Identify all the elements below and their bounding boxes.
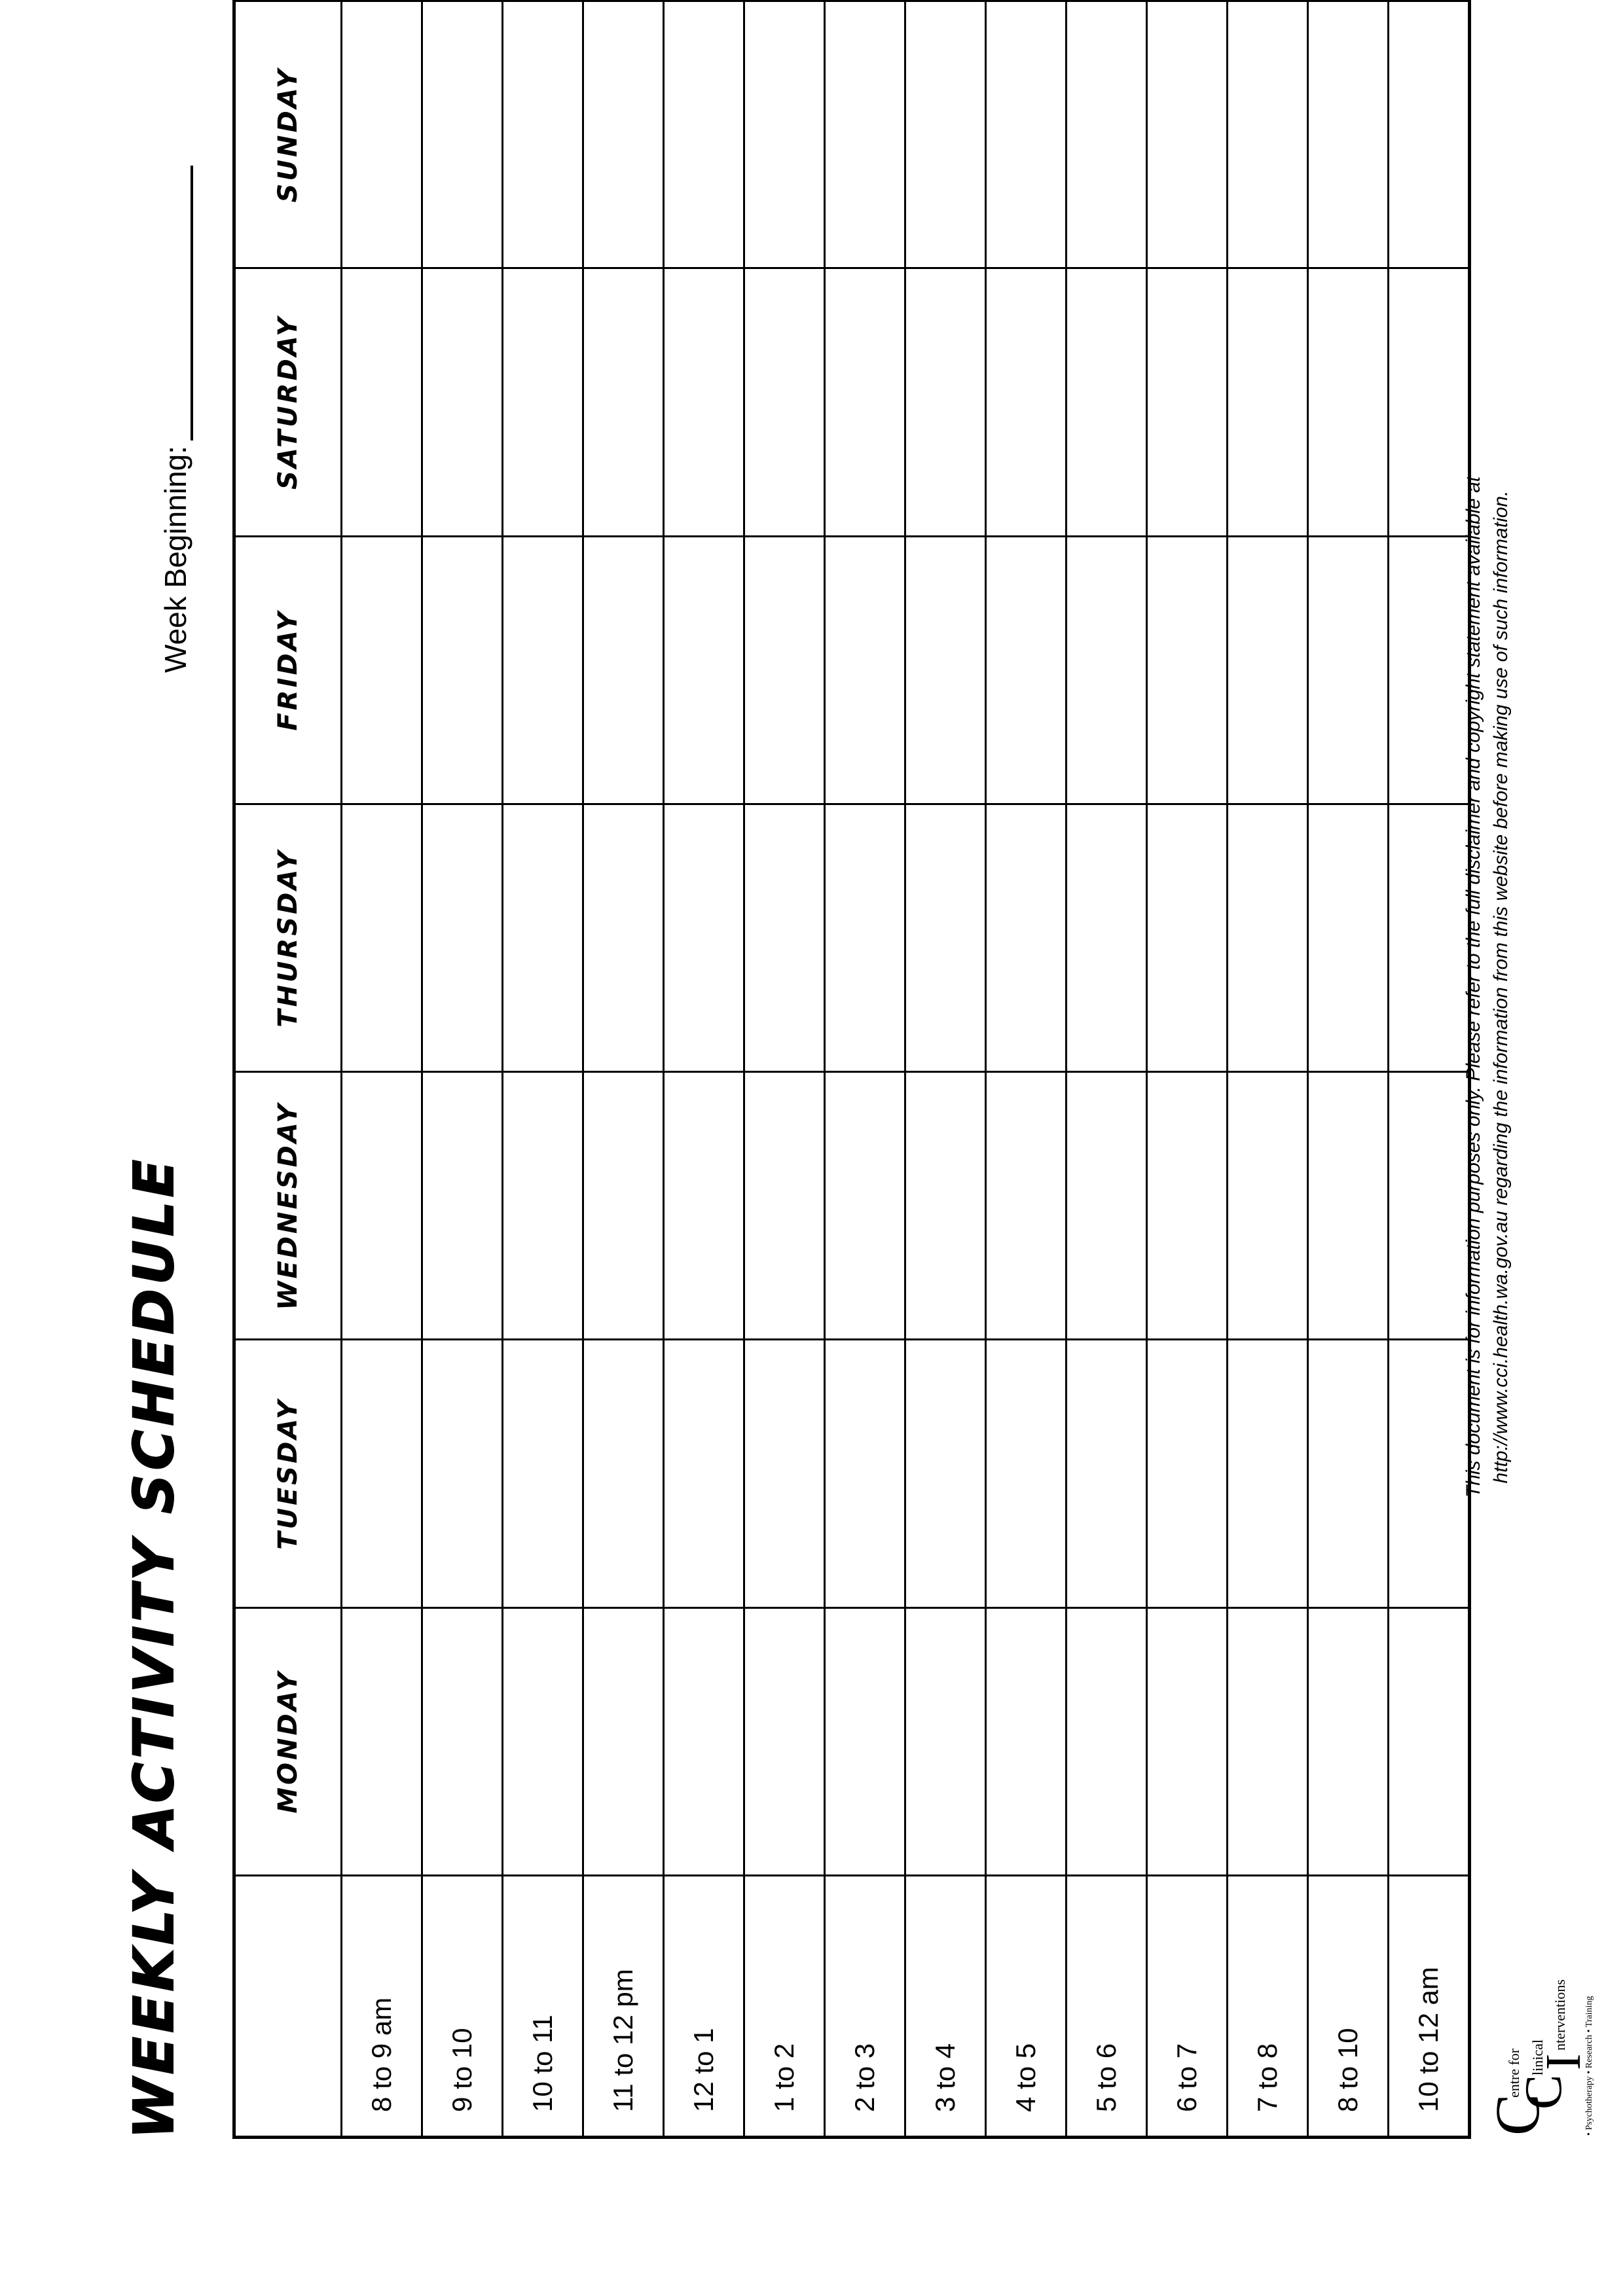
schedule-cell[interactable] [1308, 1607, 1389, 1875]
schedule-cell[interactable] [1067, 1607, 1147, 1875]
schedule-cell[interactable] [1389, 536, 1470, 804]
schedule-cell[interactable] [422, 1340, 503, 1607]
schedule-cell[interactable] [905, 1340, 986, 1607]
day-header: THURSDAY [234, 804, 342, 1071]
logo-tagline: • Psychotherapy • Research • Training [1584, 1996, 1594, 2136]
table-row [1308, 1, 1389, 2138]
disclaimer [1460, 332, 1532, 1641]
corner-cell [234, 1876, 342, 2138]
schedule-cell[interactable] [905, 268, 986, 536]
schedule-cell[interactable] [342, 804, 422, 1071]
schedule-cell[interactable] [583, 1072, 664, 1340]
schedule-cell[interactable] [1308, 1072, 1389, 1340]
disclaimer-line-1: This document is for information purposes only. Please refer to the full disclaimer and copyright statement available at [1463, 476, 1484, 1498]
time-slot: 3 to 4 [905, 1876, 986, 2138]
schedule-cell[interactable] [1389, 268, 1470, 536]
schedule-cell[interactable] [744, 536, 825, 804]
schedule-cell[interactable] [986, 1340, 1067, 1607]
time-slot: 10 to 12 am [1389, 1876, 1470, 2138]
time-slot: 10 to 11 [503, 1876, 583, 2138]
schedule-cell[interactable] [1228, 536, 1308, 804]
schedule-cell[interactable] [503, 1072, 583, 1340]
logo-text-nterventions: nterventions [1552, 1979, 1568, 2051]
schedule-cell[interactable] [1228, 1, 1308, 268]
time-slot: 9 to 10 [422, 1876, 503, 2138]
disclaimer-line-2: http://www.cci.health.wa.gov.au regarding the information from this website before making use of such information. [1490, 490, 1512, 1484]
time-slot: 8 to 9 am [342, 1876, 422, 2138]
logo-letter-c1: C [1482, 2093, 1552, 2136]
time-slot: 5 to 6 [1067, 1876, 1147, 2138]
cci-logo [1482, 1926, 1604, 2136]
schedule-cell[interactable] [1308, 1, 1389, 268]
schedule-cell[interactable] [1389, 1072, 1470, 1340]
schedule-cell[interactable] [1067, 1072, 1147, 1340]
schedule-cell[interactable] [744, 1340, 825, 1607]
schedule-cell[interactable] [1147, 536, 1228, 804]
schedule-cell[interactable] [905, 804, 986, 1071]
schedule-table [232, 0, 1471, 2139]
schedule-cell[interactable] [825, 804, 905, 1071]
schedule-cell[interactable] [583, 804, 664, 1071]
table-row [503, 1, 583, 2138]
schedule-cell[interactable] [1067, 536, 1147, 804]
schedule-cell[interactable] [825, 268, 905, 536]
table-row [986, 1, 1067, 2138]
schedule-cell[interactable] [503, 804, 583, 1071]
schedule-cell[interactable] [1067, 804, 1147, 1071]
schedule-cell[interactable] [825, 1607, 905, 1875]
header-row [234, 1, 342, 2138]
schedule-cell[interactable] [342, 536, 422, 804]
schedule-cell[interactable] [744, 1607, 825, 1875]
table-row [664, 1, 744, 2138]
schedule-cell[interactable] [503, 1340, 583, 1607]
schedule-cell[interactable] [1067, 268, 1147, 536]
schedule-cell[interactable] [583, 268, 664, 536]
week-beginning [128, 5, 193, 673]
schedule-cell[interactable] [583, 1340, 664, 1607]
week-beginning-blank[interactable] [151, 166, 193, 440]
time-slot: 4 to 5 [986, 1876, 1067, 2138]
table-row [342, 1, 422, 2138]
day-header: FRIDAY [234, 536, 342, 804]
schedule-cell[interactable] [986, 1072, 1067, 1340]
schedule-cell[interactable] [342, 1607, 422, 1875]
schedule-cell[interactable] [744, 268, 825, 536]
schedule-cell[interactable] [825, 1072, 905, 1340]
schedule-cell[interactable] [422, 536, 503, 804]
schedule-cell[interactable] [986, 536, 1067, 804]
time-slot: 11 to 12 pm [583, 1876, 664, 2138]
schedule-cell[interactable] [664, 268, 744, 536]
schedule-cell[interactable] [986, 1, 1067, 268]
schedule-cell[interactable] [422, 1607, 503, 1875]
schedule-cell[interactable] [583, 1, 664, 268]
page-title: WEEKLY ACTIVITY SCHEDULE [122, 1156, 186, 2139]
schedule-cell[interactable] [1389, 1, 1470, 268]
schedule-cell[interactable] [1308, 268, 1389, 536]
schedule-cell[interactable] [1228, 804, 1308, 1071]
time-slot: 6 to 7 [1147, 1876, 1228, 2138]
schedule-cell[interactable] [422, 1072, 503, 1340]
day-header: TUESDAY [234, 1340, 342, 1607]
time-slot: 7 to 8 [1228, 1876, 1308, 2138]
table-row [1067, 1, 1147, 2138]
schedule-cell[interactable] [664, 1072, 744, 1340]
schedule-cell[interactable] [1389, 1607, 1470, 1875]
schedule-cell[interactable] [744, 1072, 825, 1340]
day-header: SATURDAY [234, 268, 342, 536]
schedule-cell[interactable] [986, 268, 1067, 536]
schedule-cell[interactable] [1308, 804, 1389, 1071]
schedule-cell[interactable] [986, 804, 1067, 1071]
schedule-cell[interactable] [503, 1607, 583, 1875]
table-row [744, 1, 825, 2138]
table-row [905, 1, 986, 2138]
schedule-cell[interactable] [342, 1, 422, 268]
schedule-cell[interactable] [1228, 1072, 1308, 1340]
schedule-cell[interactable] [503, 1, 583, 268]
schedule-cell[interactable] [503, 268, 583, 536]
table-row [1389, 1, 1470, 2138]
logo-text-linical: linical [1529, 2039, 1546, 2075]
schedule-cell[interactable] [664, 1, 744, 268]
schedule-cell[interactable] [1067, 1, 1147, 268]
schedule-cell[interactable] [1389, 1340, 1470, 1607]
schedule-cell[interactable] [583, 1607, 664, 1875]
schedule-cell[interactable] [825, 1340, 905, 1607]
day-header: MONDAY [234, 1607, 342, 1875]
schedule-cell[interactable] [1067, 1340, 1147, 1607]
schedule-cell[interactable] [905, 1, 986, 268]
schedule-cell[interactable] [1147, 804, 1228, 1071]
schedule-cell[interactable] [1389, 804, 1470, 1071]
schedule-cell[interactable] [905, 1607, 986, 1875]
schedule-cell[interactable] [1147, 1072, 1228, 1340]
logo-text-entre-for: entre for [1506, 2048, 1522, 2098]
schedule-cell[interactable] [825, 1, 905, 268]
week-beginning-label: Week Beginning: [158, 446, 192, 673]
schedule-cell[interactable] [825, 536, 905, 804]
day-header: WEDNESDAY [234, 1072, 342, 1340]
schedule-cell[interactable] [664, 1340, 744, 1607]
table-row [583, 1, 664, 2138]
schedule-cell[interactable] [1228, 1607, 1308, 1875]
schedule-cell[interactable] [986, 1607, 1067, 1875]
schedule-cell[interactable] [1308, 1340, 1389, 1607]
table-row [422, 1, 503, 2138]
table-row [825, 1, 905, 2138]
table-row [1147, 1, 1228, 2138]
schedule-cell[interactable] [905, 536, 986, 804]
time-slot: 2 to 3 [825, 1876, 905, 2138]
table-row [1228, 1, 1308, 2138]
schedule-cell[interactable] [905, 1072, 986, 1340]
schedule-cell[interactable] [1308, 536, 1389, 804]
time-slot: 12 to 1 [664, 1876, 744, 2138]
schedule-cell[interactable] [342, 1072, 422, 1340]
schedule-cell[interactable] [744, 804, 825, 1071]
time-slot: 1 to 2 [744, 1876, 825, 2138]
schedule-cell[interactable] [664, 536, 744, 804]
schedule-cell[interactable] [1228, 1340, 1308, 1607]
schedule-cell[interactable] [503, 536, 583, 804]
schedule-cell[interactable] [342, 268, 422, 536]
day-header: SUNDAY [234, 1, 342, 268]
schedule-cell[interactable] [1147, 268, 1228, 536]
schedule-cell[interactable] [744, 1, 825, 268]
schedule-cell[interactable] [422, 804, 503, 1071]
schedule-cell[interactable] [664, 1607, 744, 1875]
schedule-cell[interactable] [1228, 268, 1308, 536]
time-slot: 8 to 10 [1308, 1876, 1389, 2138]
schedule-cell[interactable] [1147, 1607, 1228, 1875]
schedule-cell[interactable] [1147, 1340, 1228, 1607]
schedule-cell[interactable] [583, 536, 664, 804]
schedule-cell[interactable] [422, 268, 503, 536]
schedule-cell[interactable] [664, 804, 744, 1071]
schedule-cell[interactable] [342, 1340, 422, 1607]
schedule-cell[interactable] [422, 1, 503, 268]
logo-letter-c2: C [1515, 2074, 1573, 2109]
schedule-cell[interactable] [1147, 1, 1228, 268]
logo-letter-i: I [1536, 2053, 1591, 2070]
